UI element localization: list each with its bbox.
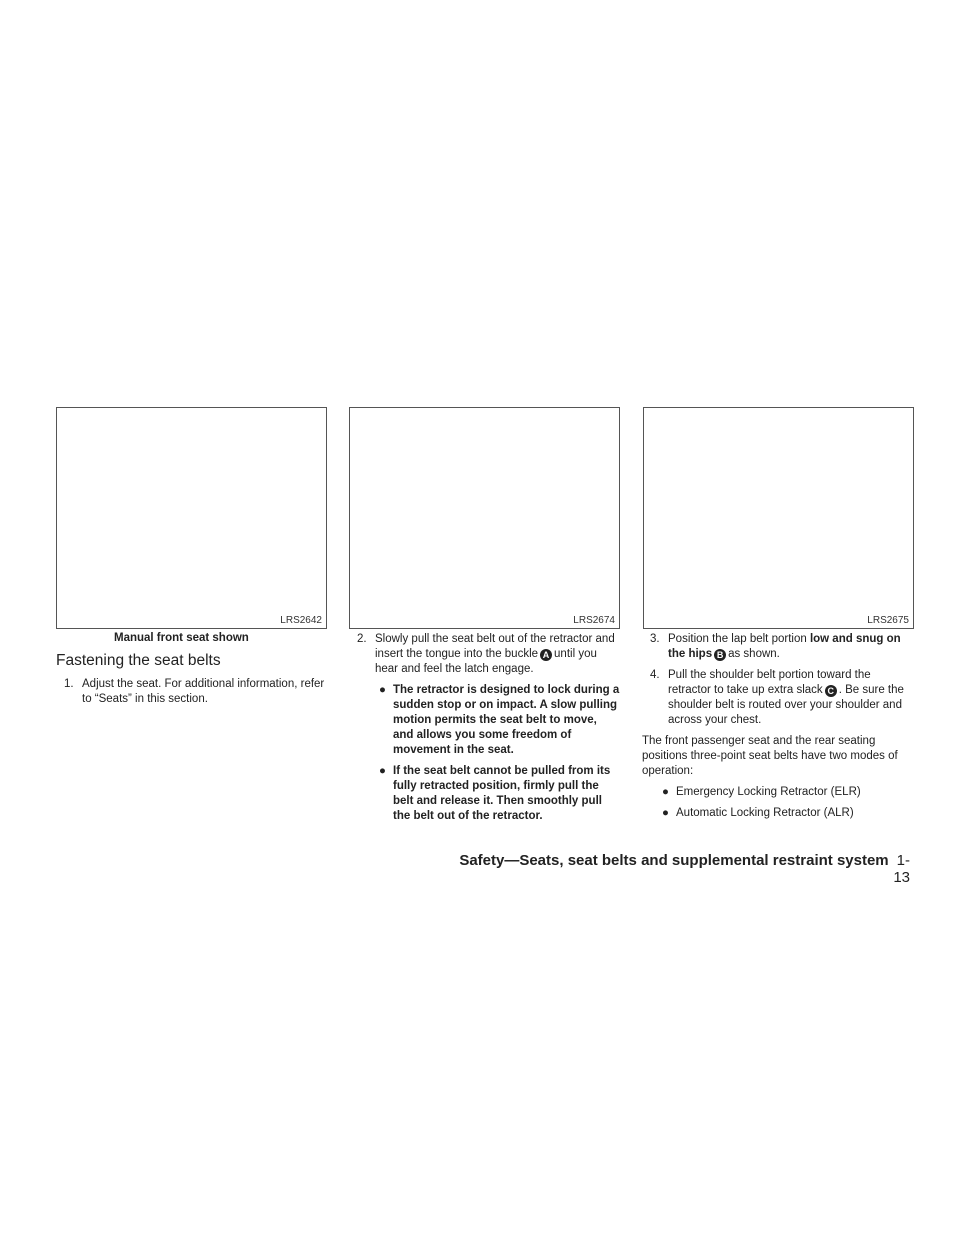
- section-heading: Fastening the seat belts: [56, 652, 221, 669]
- step-text: Pull the shoulder belt portion toward the retractor to take up extra slack: [668, 669, 871, 696]
- bullet-item: [658, 785, 913, 800]
- step-number: 3.: [650, 633, 660, 645]
- page-number: 1-13: [893, 852, 910, 886]
- page-footer: [455, 852, 910, 886]
- step-emphasis: low and snug on the hips: [668, 633, 901, 660]
- bullet-icon: ●: [379, 684, 386, 696]
- step-text: Adjust the seat. For additional information, refer to “Seats” in this section.: [82, 678, 325, 705]
- step-text: Position the lap belt portion: [668, 633, 807, 645]
- bullet-text: Automatic Locking Retractor (ALR): [676, 807, 854, 819]
- step-number: 4.: [650, 669, 660, 681]
- step-2: [357, 632, 620, 677]
- step-number: 1.: [64, 678, 74, 690]
- figure-code: LRS2674: [573, 615, 615, 626]
- column-3: [642, 632, 913, 827]
- bullet-item: [375, 764, 620, 824]
- column-1: [64, 677, 326, 713]
- footer-section-title: Safety—Seats, seat belts and supplemental restraint system: [459, 852, 889, 869]
- marker-b-icon: B: [714, 649, 726, 661]
- bullet-text: Emergency Locking Retractor (ELR): [676, 786, 861, 798]
- column-2: [357, 632, 620, 830]
- bullet-icon: ●: [662, 807, 669, 819]
- bullet-icon: ●: [379, 765, 386, 777]
- bullet-text: If the seat belt cannot be pulled from its fully retracted position, firmly pull the belt and release it. Then smoothly pull the belt out of the retractor.: [393, 765, 611, 822]
- step-number: 2.: [357, 633, 367, 645]
- step-1: [64, 677, 326, 707]
- bullet-text: The retractor is designed to lock during a sudden stop or on impact. A slow pulling motion permits the seat belt to move, and allows you some freedom of movement in the seat.: [393, 684, 620, 756]
- figure-lrs2675: [643, 407, 914, 629]
- step-text: as shown.: [728, 648, 780, 660]
- paragraph: The front passenger seat and the rear seating positions three-point seat belts have two modes of operation:: [642, 735, 898, 777]
- figure-caption: Manual front seat shown: [114, 632, 249, 644]
- step-4: [650, 668, 913, 728]
- figure-code: LRS2675: [867, 615, 909, 626]
- figure-lrs2642: [56, 407, 327, 629]
- figure-code: LRS2642: [280, 615, 322, 626]
- bullet-icon: ●: [662, 786, 669, 798]
- step-text: Slowly pull the seat belt out of the retractor and insert the tongue into the buckle: [375, 633, 615, 660]
- bullet-item: [375, 683, 620, 758]
- marker-a-icon: A: [540, 649, 552, 661]
- marker-c-icon: C: [825, 685, 837, 697]
- step-text: until you hear and feel the latch engage.: [375, 648, 597, 675]
- step-3: [650, 632, 913, 662]
- step-text: . Be sure the shoulder belt is routed over your shoulder and across your chest.: [668, 684, 904, 726]
- bullet-item: [658, 806, 913, 821]
- figure-lrs2674: [349, 407, 620, 629]
